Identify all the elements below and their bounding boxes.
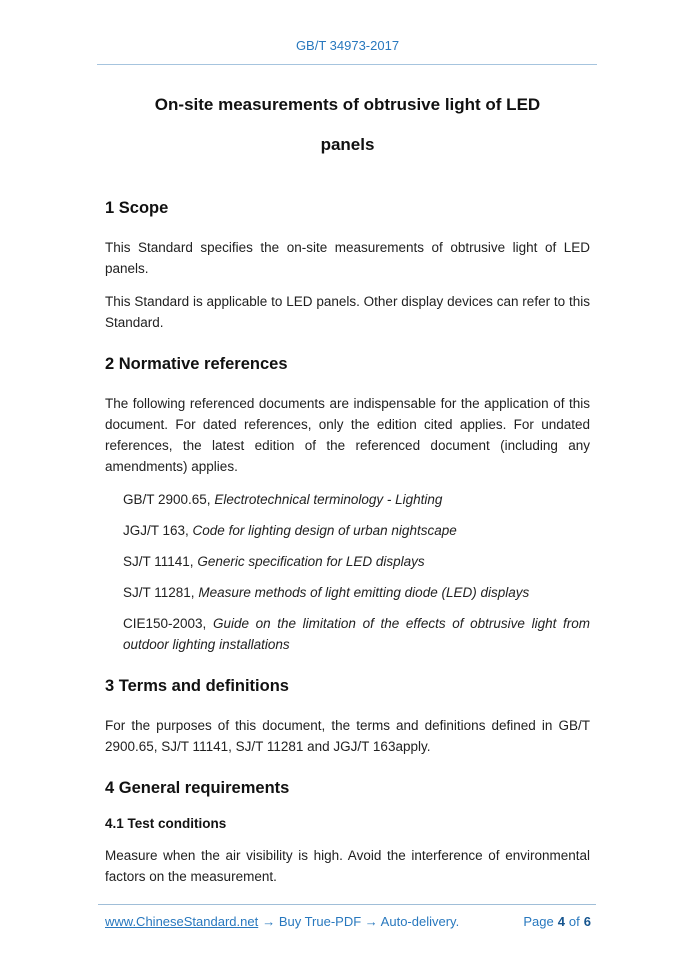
footer-tagline (105, 914, 459, 929)
reference-item (123, 551, 590, 572)
page-current: 4 (557, 914, 565, 929)
reference-title: Electrotechnical terminology - Lighting (214, 492, 443, 507)
page-indicator (522, 914, 594, 929)
reference-title: Generic specification for LED displays (197, 554, 425, 569)
document-title-line-1: On-site measurements of obtrusive light of LED (154, 95, 541, 114)
section-general-requirements (105, 777, 590, 887)
reference-code: CIE150-2003, (123, 616, 207, 631)
footer-link[interactable]: www.ChineseStandard.net (105, 914, 259, 929)
reference-item (123, 520, 590, 541)
section-scope (105, 197, 590, 333)
document-title-line-2: panels (320, 135, 375, 154)
paragraph: This Standard specifies the on-site measurements of obtrusive light of LED panels. (105, 240, 590, 276)
header-divider (97, 64, 597, 65)
page-total: 6 (583, 914, 591, 929)
section-terms-and-definitions (105, 675, 590, 757)
footer-buy-text: → Buy True-PDF → Auto-delivery. (262, 914, 460, 929)
paragraph: The following referenced documents are indispensable for the application of this document. For dated references, only the edition cited applies. For undated references, the latest edition of the referenced document (including any amendments) applies. (105, 396, 590, 474)
subsection-heading-test-conditions: 4.1 Test conditions (105, 816, 227, 831)
section-heading-terms: 3 Terms and definitions (105, 677, 289, 695)
reference-title: Measure methods of light emitting diode (LED) displays (198, 585, 530, 600)
reference-item (123, 613, 590, 655)
page-of-label: of (568, 914, 580, 929)
reference-item (123, 582, 590, 603)
page-label: Page (523, 914, 554, 929)
paragraph: This Standard is applicable to LED panels. Other display devices can refer to this Standard. (105, 294, 590, 330)
reference-title: Guide on the limitation of the effects of obtrusive light from outdoor lighting installations (123, 616, 590, 652)
reference-code: SJ/T 11281, (123, 585, 195, 600)
page-footer (98, 904, 596, 929)
reference-item (123, 489, 590, 510)
document-title (105, 85, 590, 165)
paragraph: Measure when the air visibility is high. Avoid the interference of environmental factors on the measurement. (105, 848, 590, 884)
reference-title: Code for lighting design of urban nightscape (192, 523, 457, 538)
reference-code: GB/T 2900.65, (123, 492, 211, 507)
reference-code: JGJ/T 163, (123, 523, 189, 538)
section-heading-scope: 1 Scope (105, 199, 169, 217)
document-code: GB/T 34973-2017 (295, 38, 400, 53)
reference-code: SJ/T 11141, (123, 554, 194, 569)
paragraph: For the purposes of this document, the terms and definitions defined in GB/T 2900.65, SJ/T 11141, SJ/T 11281 and JGJ/T 163apply. (105, 718, 590, 754)
footer-divider (98, 904, 596, 905)
section-heading-normative-references: 2 Normative references (105, 355, 288, 373)
section-normative-references (105, 353, 590, 655)
section-heading-general-requirements: 4 General requirements (105, 779, 290, 797)
